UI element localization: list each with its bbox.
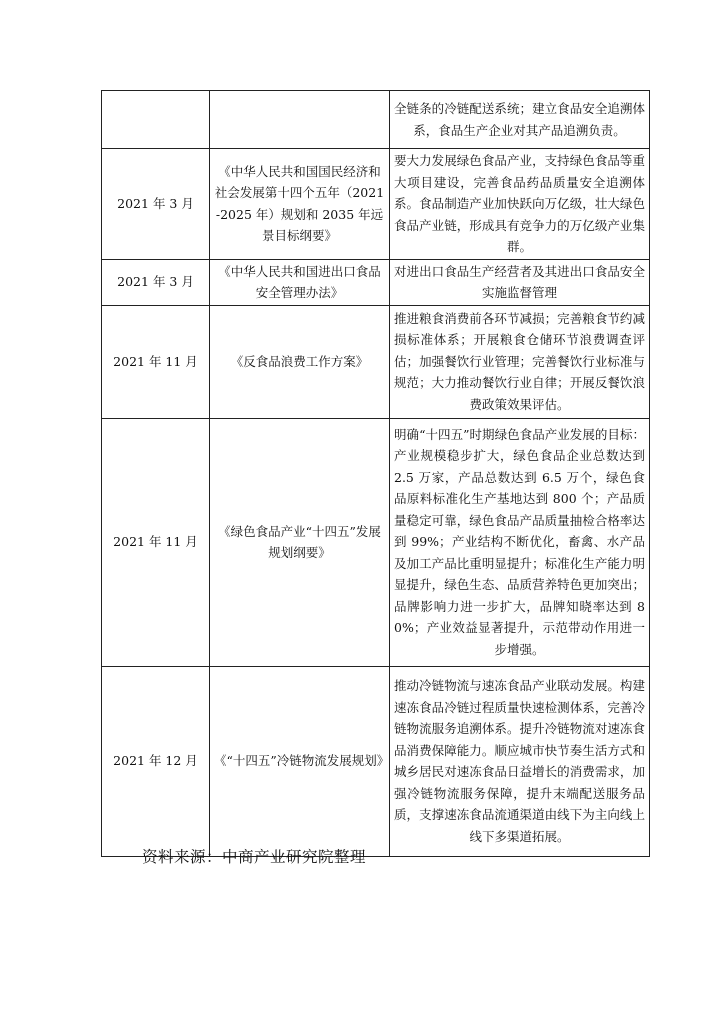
table-row [102,666,650,856]
table-cell-date [102,91,210,149]
table-cell-policy: 《中华人民共和国国民经济和社会发展第十四个五年（2021-2025 年）规划和 2035 年远景目标纲要》 [210,149,390,260]
table-cell-policy: 《中华人民共和国进出口食品安全管理办法》 [210,259,390,305]
policy-table [101,90,650,857]
table-cell-content: 对进出口食品生产经营者及其进出口食品安全实施监督管理 [390,259,650,305]
table-cell-date: 2021 年 11 月 [102,418,210,666]
table-cell-policy: 《绿色食品产业“十四五”发展规划纲要》 [210,418,390,666]
table-row [102,91,650,149]
table-cell-date: 2021 年 12 月 [102,666,210,856]
table-cell-policy: 《反食品浪费工作方案》 [210,305,390,418]
table-row [102,305,650,418]
table-cell-content: 推进粮食消费前各环节减损；完善粮食节约减损标准体系；开展粮食仓储环节浪费调查评估；加强餐饮行业管理；完善餐饮行业标准与规范；大力推动餐饮行业自律；开展反餐饮浪费政策效果评估。 [390,305,650,418]
source-note: 资料来源：中商产业研究院整理 [142,848,367,866]
table-row [102,259,650,305]
table-cell-date: 2021 年 3 月 [102,259,210,305]
table-cell-content: 推动冷链物流与速冻食品产业联动发展。构建速冻食品冷链过程质量快速检测体系，完善冷链物流服务追溯体系。提升冷链物流对速冻食品消费保障能力。顺应城市快节奏生活方式和城乡居民对速冻食品日益增长的消费需求，加强冷链物流服务保障，提升末端配送服务品质，支撑速冻食品流通渠道由线下为主向线上线下多渠道拓展。 [390,666,650,856]
table-cell-content: 明确“十四五”时期绿色食品产业发展的目标：产业规模稳步扩大，绿色食品企业总数达到 2.5 万家，产品总数达到 6.5 万个，绿色食品原料标准化生产基地达到 800 个；产品质量稳定可靠，绿色食品产品质量抽检合格率达到 99%；产业结构不断优化，畜禽、水产品及加工产品比重明显提升；标准化生产能力明显提升，绿色生态、品质营养特色更加突出；品牌影响力进一步扩大，品牌知晓率达到 80%；产业效益显著提升，示范带动作用进一步增强。 [390,418,650,666]
table-cell-date: 2021 年 11 月 [102,305,210,418]
table-cell-content: 全链条的冷链配送系统；建立食品安全追溯体系，食品生产企业对其产品追溯负责。 [390,91,650,149]
table-cell-content: 要大力发展绿色食品产业，支持绿色食品等重大项目建设，完善食品药品质量安全追溯体系。食品制造产业加快跃向万亿级，壮大绿色食品产业链，形成具有竞争力的万亿级产业集群。 [390,149,650,260]
table-row [102,149,650,260]
table-cell-policy [210,91,390,149]
table-cell-date: 2021 年 3 月 [102,149,210,260]
table-cell-policy: 《“十四五”冷链物流发展规划》 [210,666,390,856]
table-row [102,418,650,666]
